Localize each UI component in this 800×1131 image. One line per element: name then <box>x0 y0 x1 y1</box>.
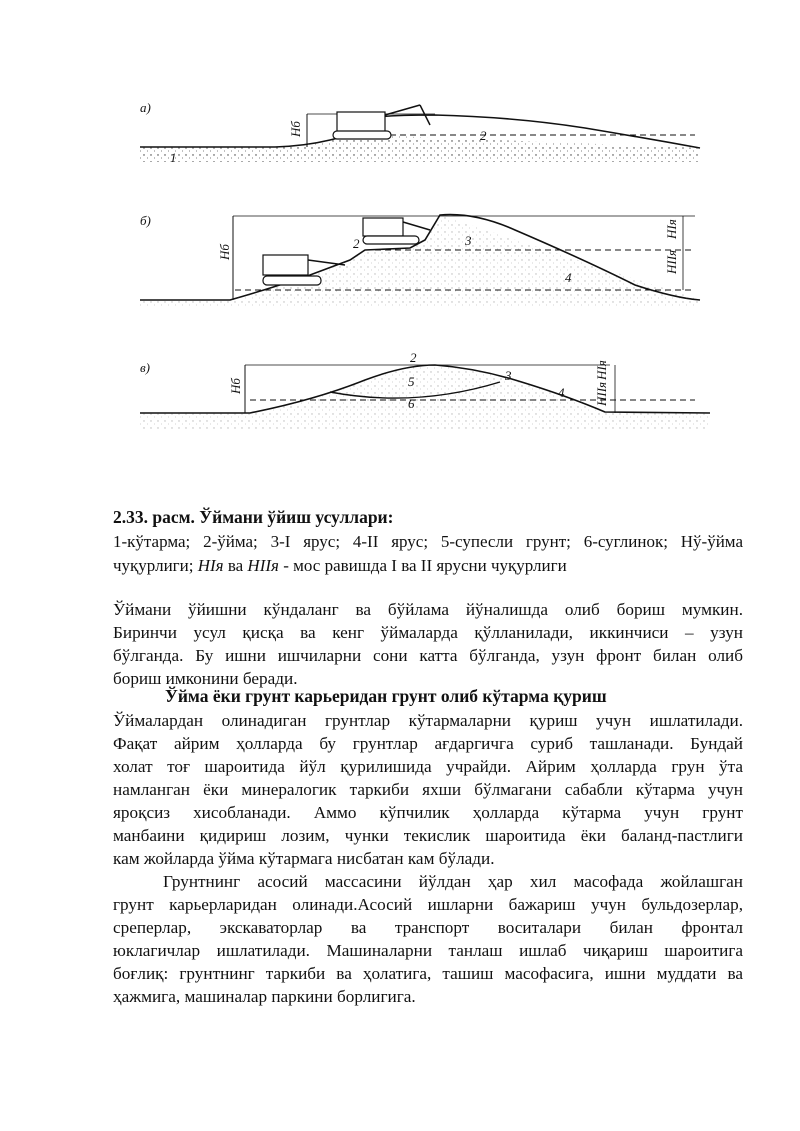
excavator-icon <box>363 218 430 244</box>
figure-excavation-methods <box>135 90 715 470</box>
figure-caption-title: 2.33. расм. Ўймани ўйиш усуллари: <box>113 507 394 527</box>
panel-a-label: а) <box>140 100 151 115</box>
height-label-b: Нб <box>217 244 232 260</box>
excavator-icon <box>333 105 430 139</box>
ground-fill-b <box>140 215 700 308</box>
label-c-3: 3 <box>505 368 512 383</box>
panel-a <box>140 100 700 165</box>
ground-fill-c <box>140 365 710 430</box>
panel-b-label: б) <box>140 213 151 228</box>
paragraph-2: Ўймалардан олинадиган грунтлар кўтармаларни қуриш учун ишлатилади. Фақат айрим ҳолларда бу грунтлар ағдаргичга суриб ташланади. Бундай холат тоғ шароитида йўл қурилишида учрайди. Айрим ҳолларда грун ўта намланган ёки минералогик таркиби яхши бўлмагани сабабли кўтарма учун яроқсиз хисобланади. Аммо кўпчилик ҳолларда кўтарма учун грунт манбаини қидириш лозим, чунки текислик шароитида ёки баланд-пастлиги кам жойларда ўйма кўтармага нисбатан кам бўлади. <box>113 711 743 868</box>
tier2-depth-symbol: НIIя <box>247 556 279 575</box>
panel-b <box>140 213 700 308</box>
label-b-4: 4 <box>565 270 572 285</box>
label-c-2: 2 <box>410 350 417 365</box>
label-c-4: 4 <box>558 385 565 400</box>
label-c-5: 5 <box>408 374 415 389</box>
paragraph-3: Грунтнинг асосий массасини йўлдан ҳар хил масофада жойлашган грунт карьерларидан олинади.Асосий ишларни бажариш учун бульдозерлар, среперлар, экскаваторлар ва транспорт воситалари билан фронтал юклагичлар ишлатилади. Машиналарни танлаш ишлаб чиқариш шароитига боғлиқ: грунтнинг таркиби ва ҳолатига, ташиш масофасига, ишни муддати ва ҳажмига, машиналар паркини борлигига. <box>113 872 743 1006</box>
height-label-c-h2: НIIя <box>594 381 609 406</box>
panel-c <box>140 350 710 430</box>
height-label-b-h1: НIя <box>664 219 679 239</box>
label-a-1: 1 <box>170 150 177 165</box>
height-label-c-h1: НIя <box>594 360 609 380</box>
label-b-2: 2 <box>353 236 360 251</box>
height-label-c: Нб <box>228 378 243 394</box>
label-a-2: 2 <box>480 128 487 143</box>
label-b-3: 3 <box>465 233 472 248</box>
figure-caption-body <box>113 530 743 578</box>
tier1-depth-symbol: НIя <box>197 556 224 575</box>
ground-fill-a <box>140 135 700 162</box>
paragraph-1: Ўймани ўйишни кўндаланг ва бўйлама йўналишда олиб бориш мумкин. Биринчи усул қисқа ва кенг ўймаларда қўлланилади, иккинчиси – узун бўлганда. Бу ишни ишчиларни сони катта бўлганда, узун фронт билан олиб бориш имконини беради. <box>113 600 743 688</box>
label-c-6: 6 <box>408 396 415 411</box>
panel-c-label: в) <box>140 360 150 375</box>
section-heading: Ўйма ёки грунт карьеридан грунт олиб кўтарма қуриш <box>165 686 607 706</box>
height-label-b-h2: НIIя <box>664 249 679 274</box>
height-label-a: Нб <box>288 121 303 137</box>
caption-line-2: чуқурлиги; НIя ва НIIя - мос равишда I ва II ярусни чуқурлиги <box>113 556 567 575</box>
caption-line-1: 1-кўтарма; 2-ўйма; 3-I ярус; 4-II ярус; 5-супесли грунт; 6-суглинок; Нў-ўйма <box>113 532 743 551</box>
